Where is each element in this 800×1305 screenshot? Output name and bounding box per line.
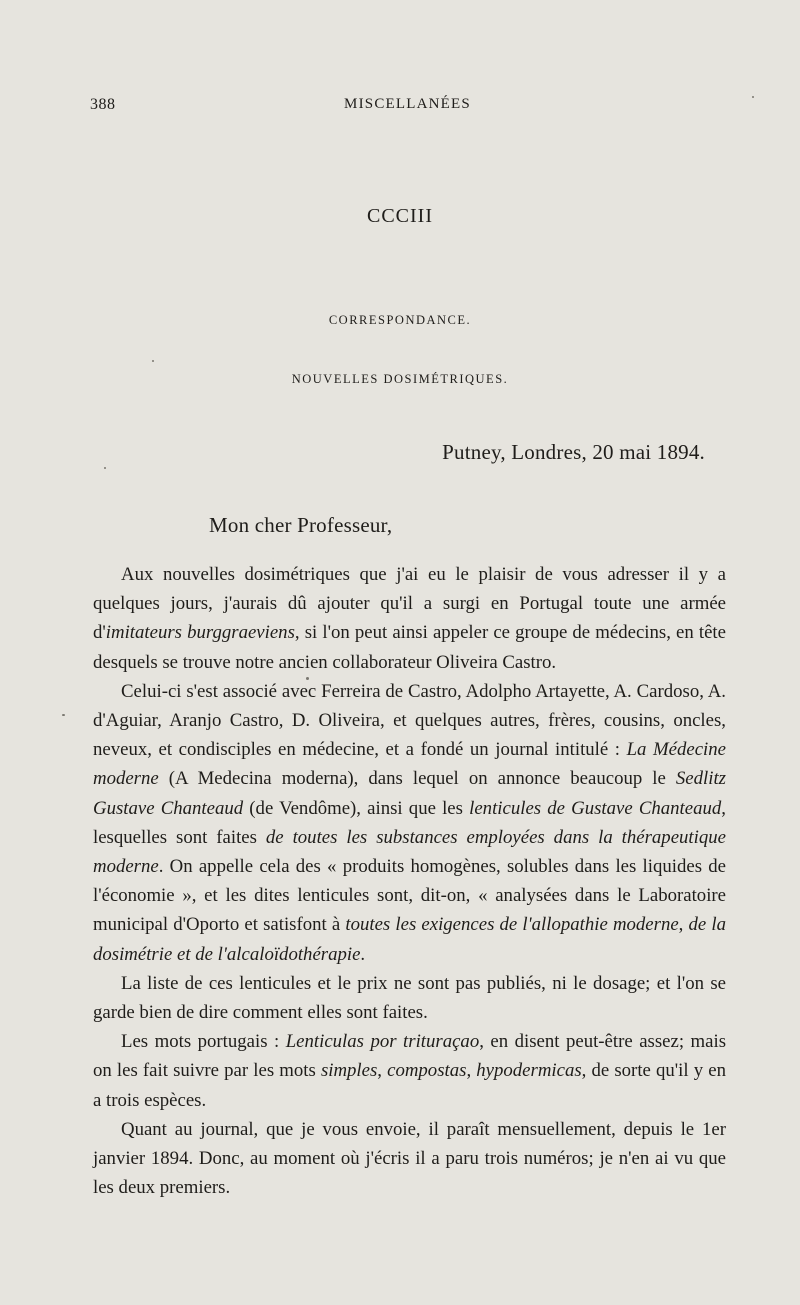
text-run: Les mots portugais : bbox=[121, 1031, 286, 1053]
text-run: , bbox=[466, 1060, 477, 1082]
italic-phrase: lenticules de Gustave Chanteaud bbox=[469, 797, 722, 819]
paragraph bbox=[93, 560, 726, 677]
running-title: MISCELLANÉES bbox=[344, 96, 471, 112]
italic-phrase: imitateurs burggraeviens bbox=[105, 622, 295, 644]
text-run: Aux nouvelles dosimétriques que j'ai eu le plaisir de vous adresser il y a quelques jours, j'aurais dû ajouter qu'il a surgi en Portugal toute une armée d' bbox=[93, 564, 726, 644]
paragraph bbox=[93, 1115, 726, 1203]
text-run: , lesquelles sont faites bbox=[93, 797, 726, 848]
letter-dateline: Putney, Londres, 20 mai 1894. bbox=[442, 440, 705, 464]
italic-phrase: Lenticulas por trituraçao bbox=[285, 1031, 480, 1053]
text-run: , bbox=[377, 1060, 388, 1082]
italic-phrase: Sedlitz Gustave Chanteaud bbox=[93, 768, 726, 819]
text-run: La liste de ces lenticules et le prix ne sont pas publiés, ni le dosage; et l'on se garde bien de dire comment elles sont faites. bbox=[93, 972, 726, 1024]
paper-speck bbox=[752, 96, 754, 98]
letter-body bbox=[93, 560, 726, 1202]
letter-salutation: Mon cher Professeur, bbox=[209, 513, 393, 537]
text-run: , si l'on peut ainsi appeler ce groupe de médecins, en tête desquels se trouve notre ancien collaborateur Oliveira Castro. bbox=[93, 622, 726, 673]
section-title: CORRESPONDANCE. bbox=[328, 313, 472, 327]
paper-speck bbox=[152, 360, 154, 362]
paragraph bbox=[93, 1027, 726, 1115]
text-run: Celui-ci s'est associé avec Ferreira de Castro, Adolpho Artayette, A. Cardoso, A. d'Aguiar, Aranjo Castro, D. Oliveira, et quelques autres, frères, cousins, oncles, neveux, et condisciples en médecine, et a fondé un journal intitulé : bbox=[93, 680, 726, 761]
text-run: , bbox=[678, 914, 689, 936]
paragraph bbox=[93, 969, 726, 1027]
italic-phrase: de la dosimétrie et de l'alcaloïdothérapie bbox=[93, 914, 726, 965]
text-run: (de Vendôme), ainsi que les bbox=[243, 797, 470, 819]
text-run: (A Medecina moderna), dans lequel on annonce beaucoup le bbox=[158, 768, 676, 790]
page-header bbox=[90, 96, 725, 120]
text-run: . bbox=[360, 943, 366, 965]
italic-phrase: de toutes les substances employées dans la thérapeutique moderne bbox=[93, 826, 726, 878]
text-run: Quant au journal, que je vous envoie, il paraît mensuellement, depuis le 1er janvier 1894. Donc, au moment où j'écris il a paru trois numéros; je n'en ai vu que les deux premiers. bbox=[93, 1118, 726, 1199]
paper-speck bbox=[104, 467, 106, 469]
page-number: 388 bbox=[90, 96, 116, 113]
italic-phrase: hypodermicas bbox=[476, 1060, 582, 1082]
paper-speck bbox=[62, 714, 65, 716]
paper-speck bbox=[306, 677, 309, 680]
text-run: , en disent peut-être assez; mais on les fait suivre par les mots bbox=[93, 1031, 726, 1082]
italic-phrase: La Médecine moderne bbox=[93, 739, 726, 790]
text-run: . On appelle cela des « produits homogènes, solubles dans les liquides de l'économie », et les dites lenticules sont, dit-on, « analysées dans le Laboratoire municipal d'Oporto et satisfont à bbox=[93, 856, 726, 936]
italic-phrase: toutes les exigences de l'allopathie moderne bbox=[345, 914, 679, 936]
paragraph bbox=[93, 677, 726, 969]
subsection-title: NOUVELLES DOSIMÉTRIQUES. bbox=[291, 372, 509, 386]
italic-phrase: compostas bbox=[387, 1060, 467, 1082]
chapter-number: CCCIII bbox=[367, 205, 433, 227]
italic-phrase: simples bbox=[320, 1060, 378, 1082]
text-run: , de sorte qu'il y en a trois espèces. bbox=[93, 1060, 727, 1111]
